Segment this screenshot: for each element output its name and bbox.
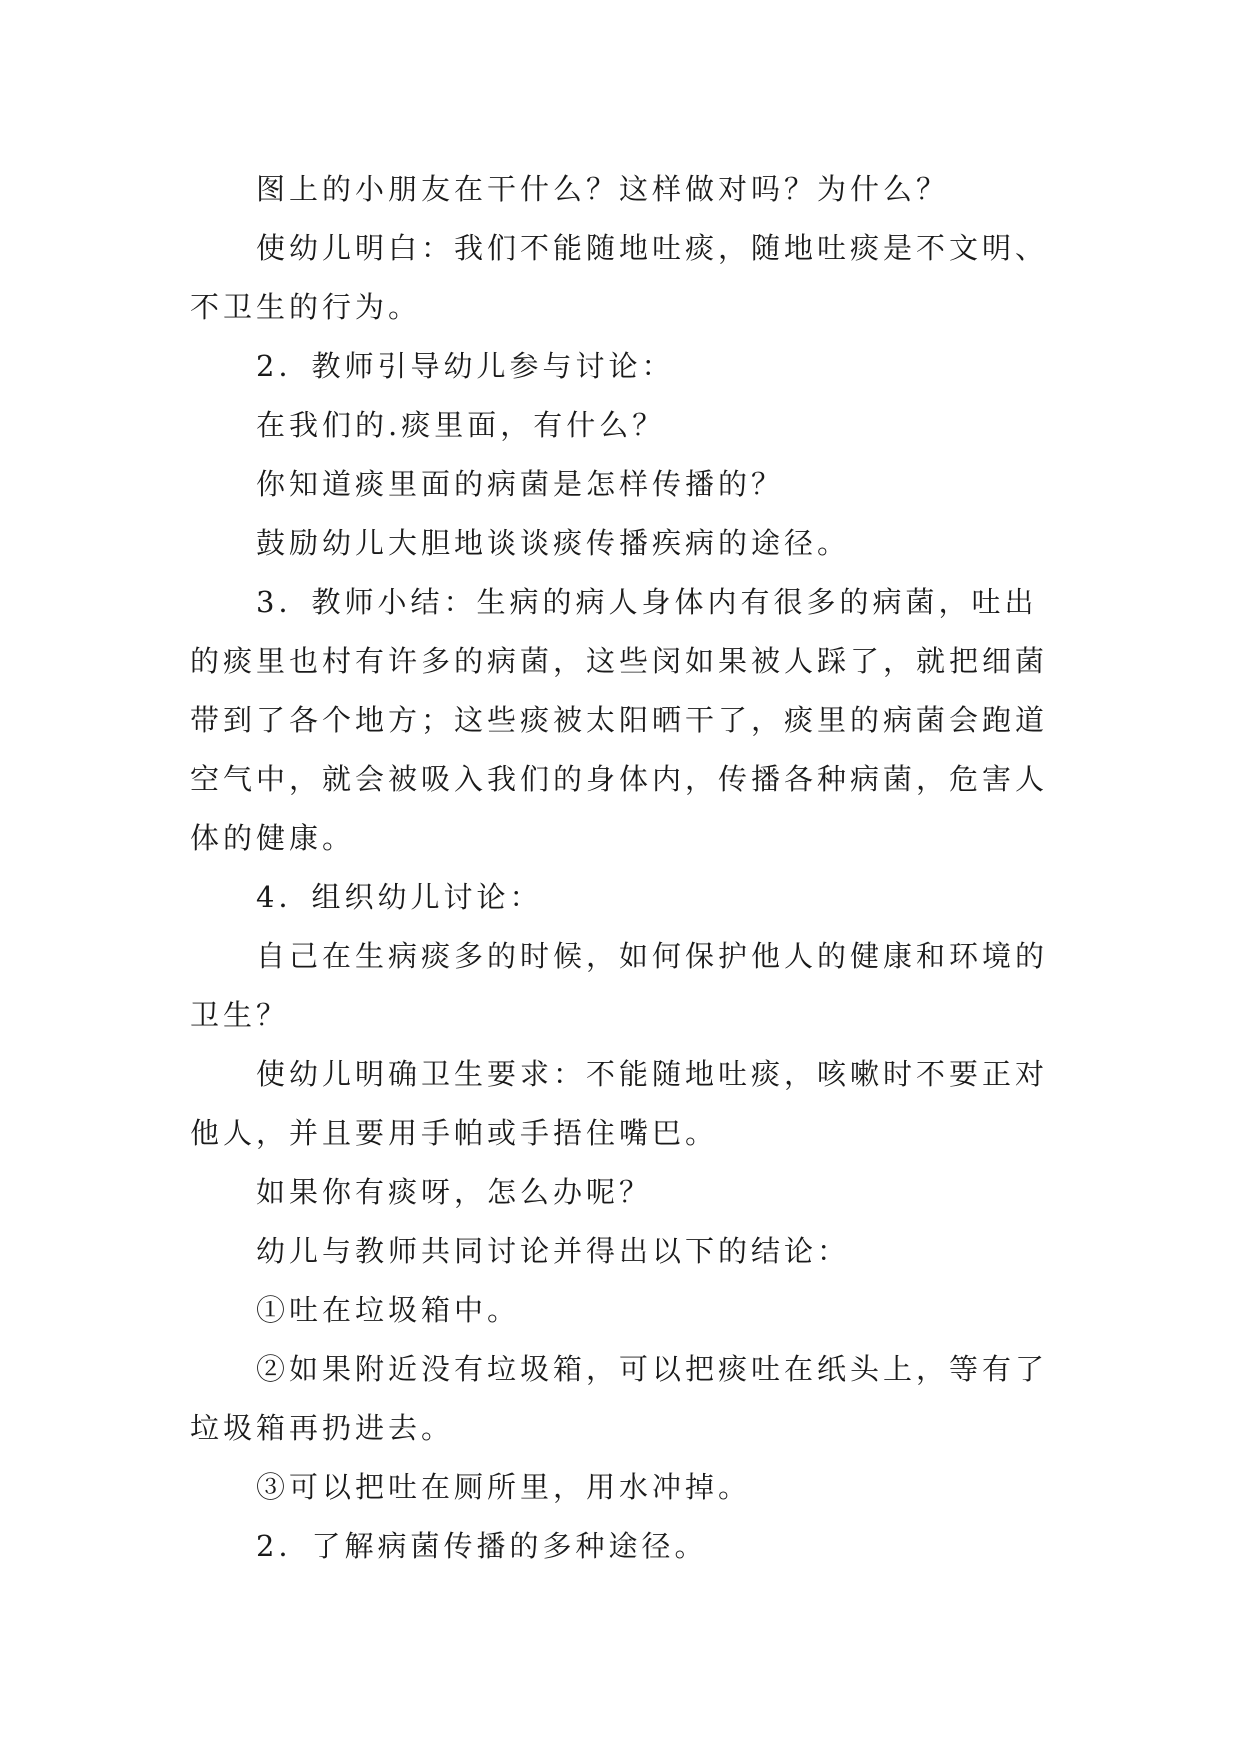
paragraph: 3．教师小结：生病的病人身体内有很多的病菌，吐出的痰里也村有许多的病菌，这些闵如果被人踩了，就把细菌带到了各个地方；这些痰被太阳晒干了，痰里的病菌会跑道空气中，就会被吸入我们的身体内，传播各种病菌，危害人体的健康。 (190, 585, 1049, 855)
document-body (190, 160, 1070, 1576)
paragraph: 你知道痰里面的病菌是怎样传播的？ (256, 467, 785, 501)
paragraph: ①吐在垃圾箱中。 (256, 1293, 521, 1327)
paragraph: 4．组织幼儿讨论： (256, 880, 543, 914)
paragraph: ②如果附近没有垃圾箱，可以把痰吐在纸头上，等有了垃圾箱再扔进去。 (190, 1352, 1049, 1445)
paragraph: 如果你有痰呀，怎么办呢？ (256, 1175, 653, 1209)
paragraph: 使幼儿明白：我们不能随地吐痰，随地吐痰是不文明、不卫生的行为。 (190, 231, 1049, 324)
paragraph: 图上的小朋友在干什么？这样做对吗？为什么？ (256, 172, 950, 206)
paragraph: 自己在生病痰多的时候，如何保护他人的健康和环境的卫生？ (190, 939, 1049, 1032)
paragraph: ③可以把吐在厕所里，用水冲掉。 (256, 1470, 752, 1504)
paragraph: 幼儿与教师共同讨论并得出以下的结论： (256, 1234, 851, 1268)
paragraph: 在我们的.痰里面，有什么？ (256, 408, 666, 442)
paragraph: 2．教师引导幼儿参与讨论： (256, 349, 675, 383)
paragraph: 鼓励幼儿大胆地谈谈痰传播疾病的途径。 (256, 526, 851, 560)
paragraph: 使幼儿明确卫生要求：不能随地吐痰，咳嗽时不要正对他人，并且要用手帕或手捂住嘴巴。 (190, 1057, 1049, 1150)
paragraph: 2．了解病菌传播的多种途径。 (256, 1529, 708, 1563)
